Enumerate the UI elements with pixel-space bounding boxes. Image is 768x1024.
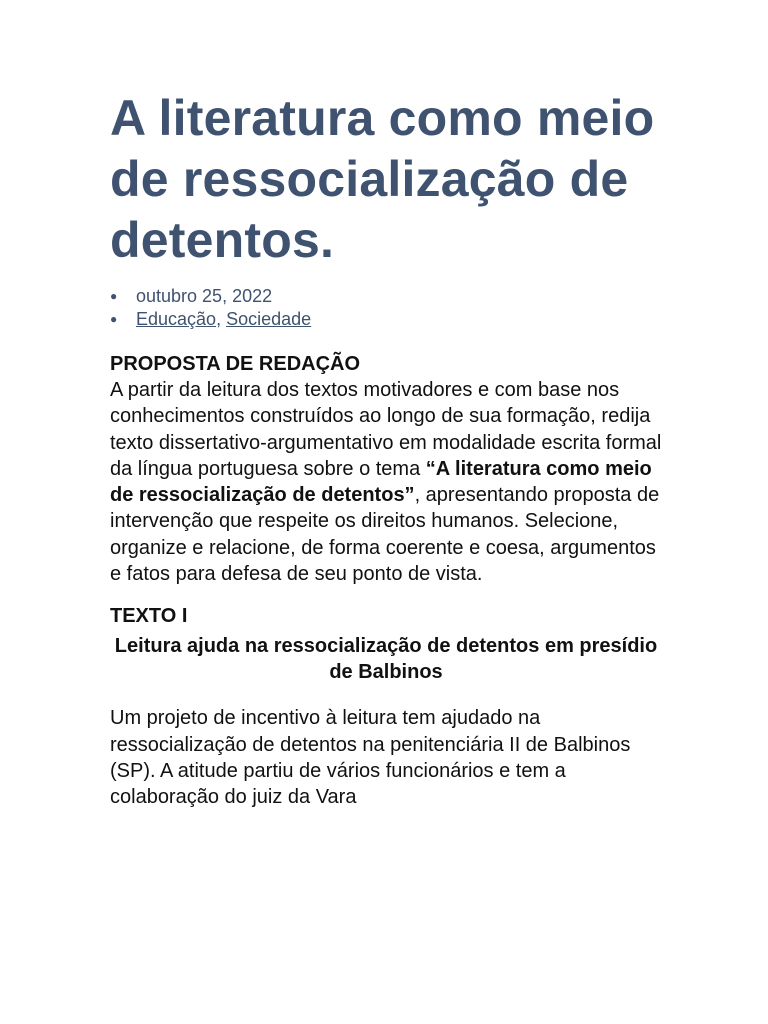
- meta-date-item: [110, 285, 662, 308]
- texto-1-label: TEXTO I: [110, 605, 188, 628]
- article: [110, 88, 662, 811]
- proposal-text-before: A partir da leitura dos textos motivadores e com base nos conhecimentos construídos ao longo de sua formação, redija texto dissertativo-argumentativo em modalidade escrita formal da língua portuguesa sobre o tema: [110, 379, 662, 480]
- post-date: outubro 25, 2022: [136, 286, 273, 306]
- category-separator: ,: [216, 309, 227, 329]
- article-title: A literatura como meio de ressocialização de detentos.: [110, 90, 655, 268]
- category-link-educacao[interactable]: Educação: [136, 309, 217, 329]
- article-meta: [110, 285, 662, 331]
- proposal-theme: “A literatura como meio de ressocialização de detentos”: [110, 457, 652, 507]
- proposal-heading: PROPOSTA DE REDAÇÃO: [110, 353, 361, 375]
- proposal-text-after: , apresentando proposta de intervenção que respeite os direitos humanos. Selecione, organize e relacione, de forma coerente e coesa, argumentos e fatos para defesa de seu ponto de vista.: [110, 484, 660, 586]
- texto-1-title: Leitura ajuda na ressocialização de detentos em presídio de Balbinos: [114, 635, 658, 684]
- meta-categories-item: [110, 308, 662, 331]
- category-link-sociedade[interactable]: Sociedade: [226, 309, 312, 329]
- bullet-icon: ●: [110, 289, 118, 303]
- bullet-icon: ●: [110, 312, 118, 326]
- proposal-paragraph: [110, 377, 662, 587]
- texto-1-body: Um projeto de incentivo à leitura tem ajudado na ressocialização de detentos na penitenciária II de Balbinos (SP). A atitude partiu de vários funcionários e tem a colaboração do juiz da Vara: [110, 707, 631, 809]
